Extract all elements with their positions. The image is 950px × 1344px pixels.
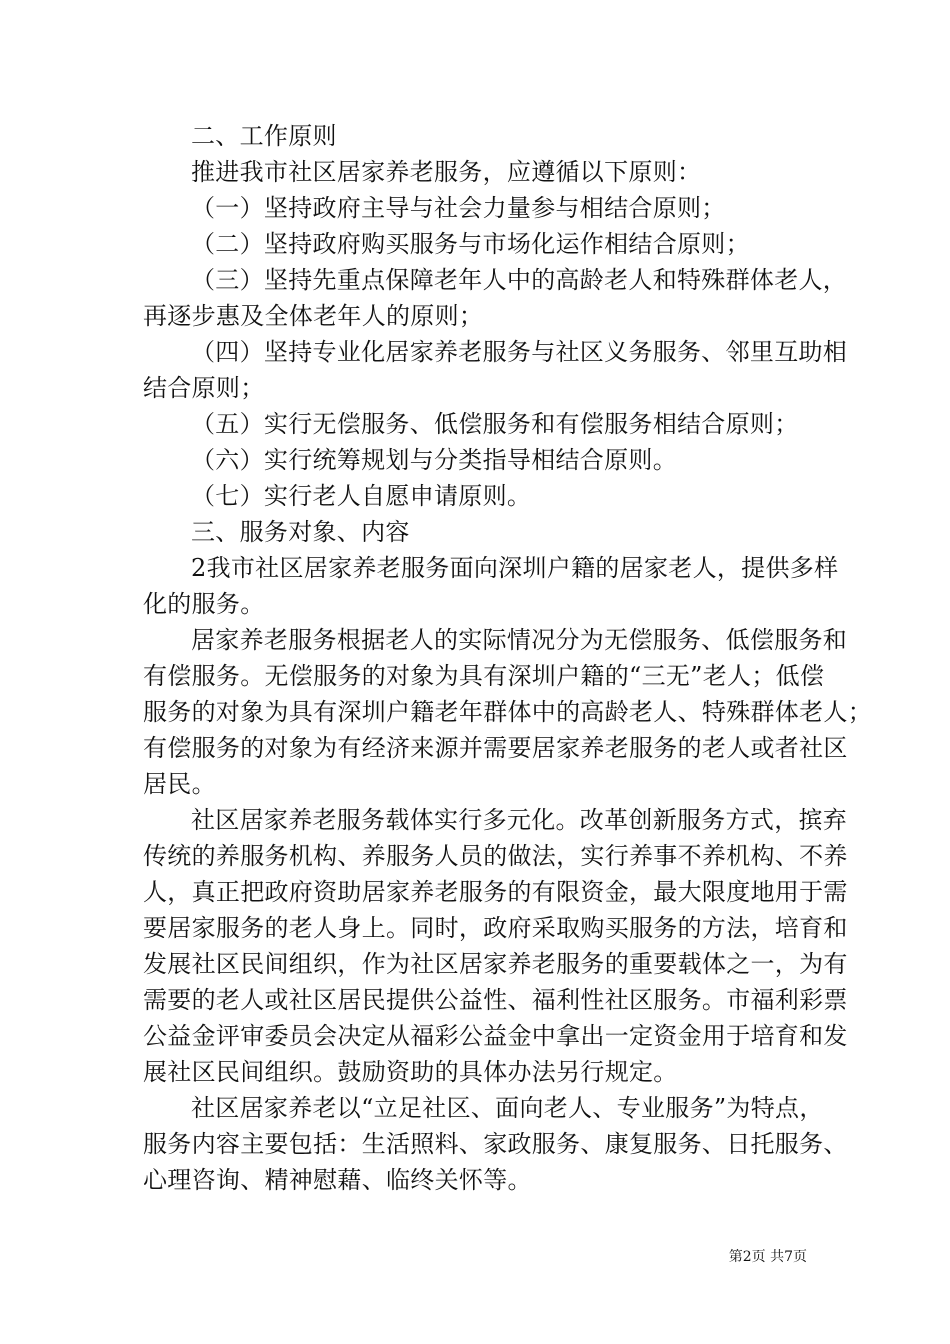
- paragraph-line: 需要的老人或社区居民提供公益性、福利性社区服务。市福利彩票: [143, 986, 848, 1014]
- principle-item: （四）坚持专业化居家养老服务与社区义务服务、邻里互助相: [191, 338, 848, 366]
- paragraph-line: 居家养老服务根据老人的实际情况分为无偿服务、低偿服务和: [191, 626, 848, 654]
- paragraph-line: 化的服务。: [143, 590, 265, 618]
- paragraph-line: 再逐步惠及全体老年人的原则；: [143, 302, 484, 330]
- principle-item: （二）坚持政府购买服务与市场化运作相结合原则；: [191, 230, 750, 258]
- paragraph-line: 要居家服务的老人身上。同时，政府采取购买服务的方法，培育和: [143, 914, 848, 942]
- page-number-footer: 第2页 共7页: [728, 1249, 807, 1265]
- document-body: [143, 118, 872, 1198]
- paragraph-line: 心理咨询、精神慰藉、临终关怀等。: [143, 1166, 532, 1194]
- principle-item: （三）坚持先重点保障老年人中的高龄老人和特殊群体老人，: [191, 266, 848, 294]
- paragraph-line: 2我市社区居家养老服务面向深圳户籍的居家老人，提供多样: [191, 554, 839, 582]
- paragraph-line: 居民。: [143, 770, 216, 798]
- paragraph-line: 社区居家养老服务载体实行多元化。改革创新服务方式，摈弃: [191, 806, 848, 834]
- principle-item: （五）实行无偿服务、低偿服务和有偿服务相结合原则；: [191, 410, 799, 438]
- paragraph-line: 服务内容主要包括：生活照料、家政服务、康复服务、日托服务、: [143, 1130, 848, 1158]
- section-heading: 二、工作原则: [191, 122, 337, 150]
- principle-item: （一）坚持政府主导与社会力量参与相结合原则；: [191, 194, 726, 222]
- paragraph-line: 结合原则；: [143, 374, 265, 402]
- paragraph-line: 社区居家养老以“立足社区、面向老人、专业服务”为特点，: [191, 1094, 824, 1122]
- section-heading: 三、服务对象、内容: [191, 518, 410, 546]
- paragraph-line: 推进我市社区居家养老服务，应遵循以下原则：: [191, 158, 702, 186]
- paragraph-line: 公益金评审委员会决定从福彩公益金中拿出一定资金用于培育和发: [143, 1022, 848, 1050]
- principle-item: （六）实行统筹规划与分类指导相结合原则。: [191, 446, 677, 474]
- paragraph-line: 有偿服务。无偿服务的对象为具有深圳户籍的“三无”老人；低偿: [143, 662, 825, 690]
- paragraph-line: 传统的养服务机构、养服务人员的做法，实行养事不养机构、不养: [143, 842, 848, 870]
- paragraph-line: 发展社区民间组织，作为社区居家养老服务的重要载体之一，为有: [143, 950, 848, 978]
- paragraph-line: 服务的对象为具有深圳户籍老年群体中的高龄老人、特殊群体老人；: [143, 698, 872, 726]
- paragraph-line: 人，真正把政府资助居家养老服务的有限资金，最大限度地用于需: [143, 878, 848, 906]
- paragraph-line: 展社区民间组织。鼓励资助的具体办法另行规定。: [143, 1058, 678, 1086]
- paragraph-line: 有偿服务的对象为有经济来源并需要居家养老服务的老人或者社区: [143, 734, 848, 762]
- principle-item: （七）实行老人自愿申请原则。: [191, 482, 532, 510]
